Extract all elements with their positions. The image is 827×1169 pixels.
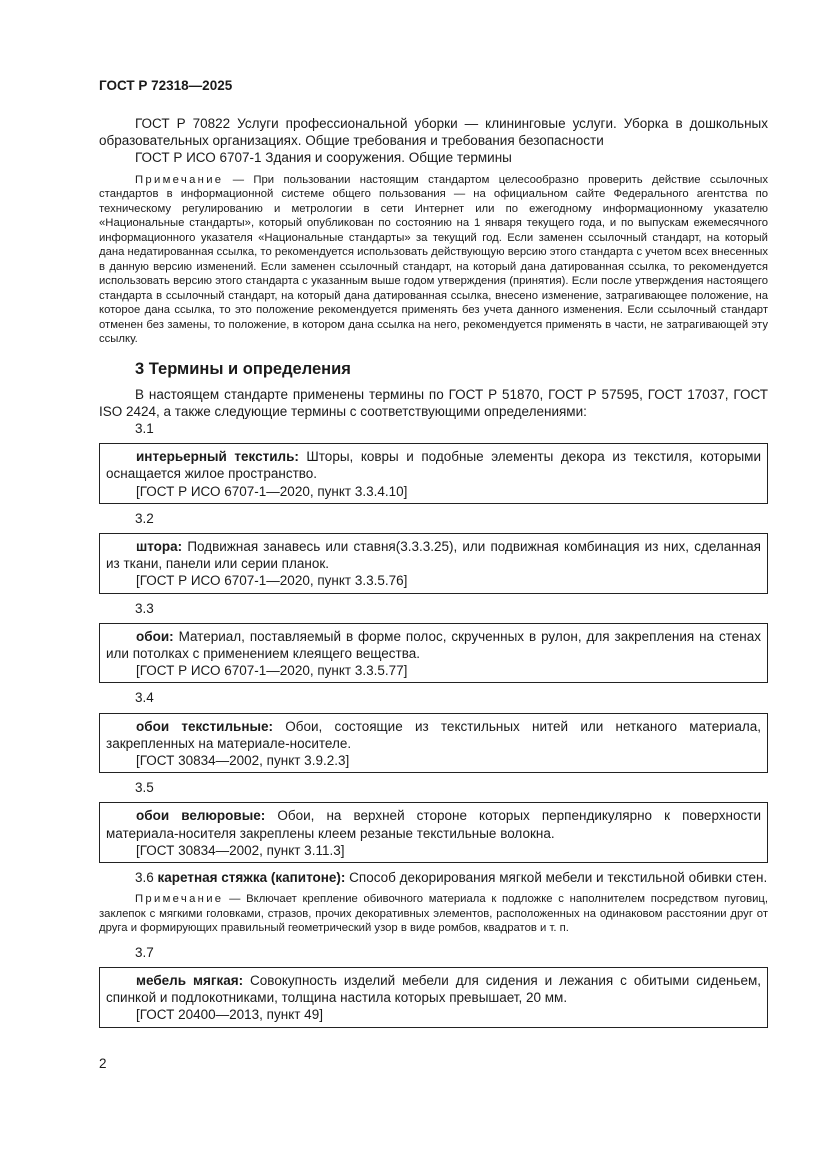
- term-text: Материал, поставляемый в форме полос, скрученных в рулон, для закрепления на стенах или потолках с применением клеящего вещества.: [106, 628, 761, 662]
- term-definition: [106, 628, 761, 662]
- document-header: ГОСТ Р 72318—2025: [99, 78, 233, 93]
- term-definition: [106, 972, 761, 1006]
- term-definition: [106, 718, 761, 752]
- term-definition: [106, 807, 761, 841]
- term-number: 3.6: [135, 870, 154, 886]
- term-name: штора:: [136, 539, 183, 555]
- term-number: 3.4: [135, 690, 154, 706]
- term-name: мебель мягкая:: [136, 972, 244, 988]
- section-intro: В настоящем стандарте применены термины по ГОСТ Р 51870, ГОСТ Р 57595, ГОСТ 17037, ГОСТ ISO 2424, а также следующие термины с соответствующими определениями:: [99, 386, 768, 419]
- term-source: [ГОСТ Р ИСО 6707-1—2020, пункт 3.3.5.77]: [136, 663, 408, 679]
- term-text: Обои, состоящие из текстильных нитей или нетканого материала, закрепленных на материале-носителе.: [106, 718, 761, 751]
- term-source: [ГОСТ Р ИСО 6707-1—2020, пункт 3.3.4.10]: [136, 483, 408, 499]
- note-text: — Включает крепление обивочного материала к подложке с наполнителем посредством пуговиц, заклепок с мягкими головками, стразов, прочих декоративных элементов, расположенных на одинаковом расстоянии друг от друга и формирующих правильный геометрический узор в виде ромбов, квадратов и т. п.: [99, 893, 768, 935]
- term-source: [ГОСТ 30834—2002, пункт 3.9.2.3]: [136, 753, 350, 769]
- term-box: [99, 802, 768, 863]
- term-3-6: [99, 869, 768, 886]
- term-box: [99, 967, 768, 1028]
- term-source: [ГОСТ Р ИСО 6707-1—2020, пункт 3.3.5.76]: [136, 573, 408, 589]
- reference-gost-iso-6707: ГОСТ Р ИСО 6707-1 Здания и сооружения. Общие термины: [135, 150, 512, 166]
- term-source: [ГОСТ 30834—2002, пункт 3.11.3]: [136, 842, 345, 858]
- term-box: [99, 533, 768, 594]
- term-note: [99, 892, 768, 936]
- term-number: 3.3: [135, 600, 154, 616]
- term-text: Подвижная занавесь или ставня(3.3.3.25), или подвижная комбинация из них, сделанная из ткани, панели или серии планок.: [106, 539, 761, 572]
- term-source: [ГОСТ 20400—2013, пункт 49]: [136, 1007, 323, 1023]
- term-definition: [106, 448, 761, 482]
- term-number: 3.7: [135, 944, 154, 960]
- term-name: каретная стяжка (капитоне):: [157, 870, 346, 886]
- term-definition: [106, 538, 761, 572]
- term-box: [99, 713, 768, 774]
- term-box: [99, 443, 768, 504]
- note-text: — При пользовании настоящим стандартом целесообразно проверить действие ссылочных стандартов в информационной системе общего пользования — на официальном сайте Федерального агентства по техническому регулированию и метрологии в сети Интернет или по ежегодному информационному указателю «Национальные стандарты», который опубликован по состоянию на 1 января текущего года, и по выпускам ежемесячного информационного указателя «Национальные стандарты» за текущий год. Если заменен ссылочный стандарт, на который дана недатированная ссылка, то рекомендуется использовать действующую версию этого стандарта с учетом всех внесенных в данную версию изменений. Если заменен ссылочный стандарт, на который дана датированная ссылка, то рекомендуется использовать версию этого стандарта с указанным выше годом утверждения (принятия). Если после утверждения настоящего стандарта в ссылочный стандарт, на который дана датированная ссылка, внесено изменение, затрагивающее положение, на которое дана ссылка, то это положение рекомендуется применять без учета данного изменения. Если ссылочный стандарт отменен без замены, то положение, в котором дана ссылка на него, рекомендуется применять в части, не затрагивающей эту ссылку.: [99, 173, 768, 346]
- term-number: 3.2: [135, 510, 154, 526]
- note-label: Примечание: [135, 173, 224, 186]
- page-number: 2: [99, 1056, 107, 1071]
- term-name: обои текстильные:: [136, 718, 274, 734]
- page-content: [99, 115, 768, 1028]
- term-name: обои:: [136, 628, 174, 644]
- term-name: обои велюровые:: [136, 808, 266, 824]
- term-text: Шторы, ковры и подобные элементы декора из текстиля, которыми оснащается жилое пространство.: [106, 449, 761, 482]
- term-text: Способ декорирования мягкой мебели и текстильной обивки стен.: [345, 870, 768, 886]
- note-label: Примечание: [135, 893, 224, 906]
- term-text: Совокупность изделий мебели для сидения и лежания с обитыми сиденьем, спинкой и подлокотниками, толщина настила которых превышает, 20 мм.: [106, 972, 761, 1006]
- term-name: интерьерный текстиль:: [136, 449, 299, 465]
- term-text: Обои, на верхней стороне которых перпендикулярно к поверхности материала-носителя закреплены клеем резаные текстильные волокна.: [106, 808, 761, 841]
- normative-note: [99, 173, 768, 347]
- reference-gost-70822: ГОСТ Р 70822 Услуги профессиональной уборки — клининговые услуги. Уборка в дошкольных образовательных организациях. Общие требования и требования безопасности: [99, 116, 768, 149]
- term-box: [99, 623, 768, 684]
- section-title: 3 Термины и определения: [135, 359, 351, 378]
- term-number: 3.5: [135, 780, 154, 796]
- term-number: 3.1: [135, 421, 154, 437]
